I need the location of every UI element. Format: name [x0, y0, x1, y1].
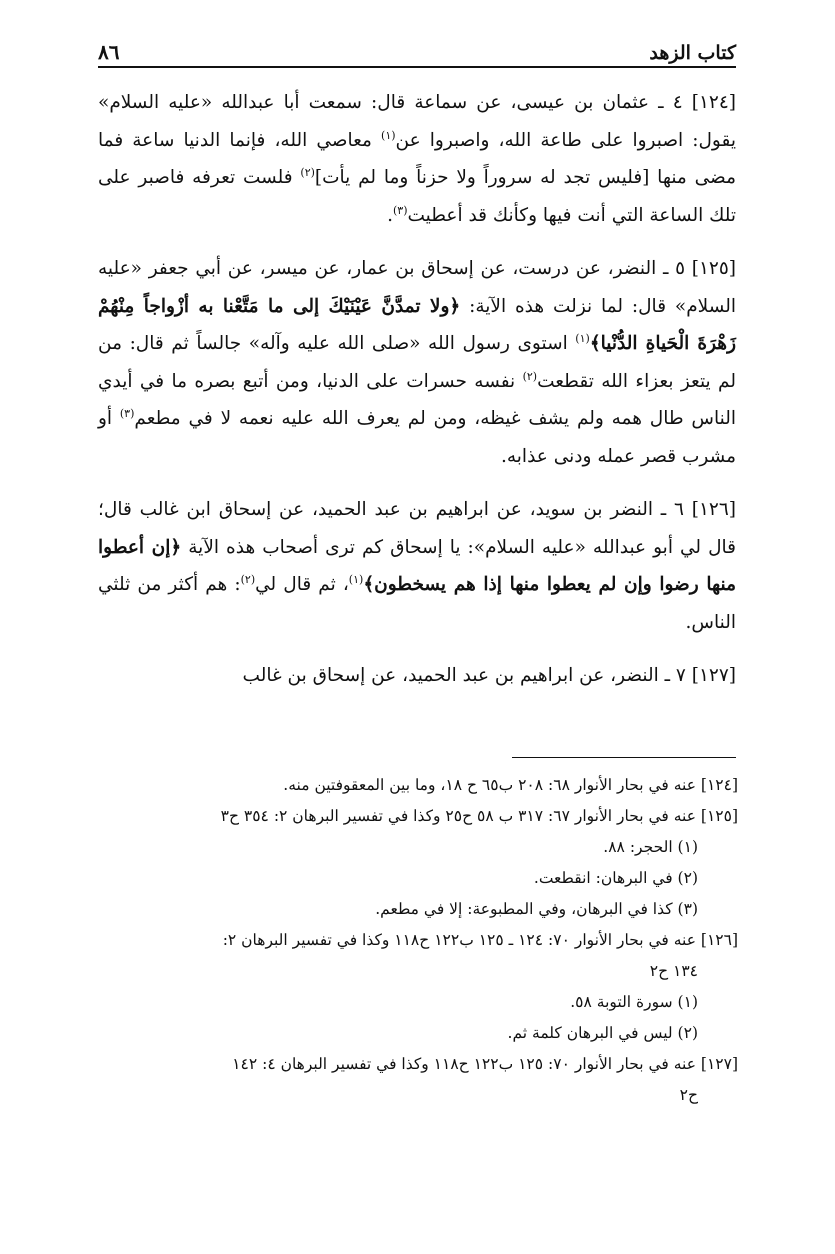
running-title: كتاب الزهد	[649, 42, 736, 64]
footnote-marker: (٢)	[240, 572, 256, 586]
text-segment: معاصي الله، فإنما الدنيا ساعة فما مضى منها [فليس تجد له سروراً ولا حزناً وما لم يأت]	[98, 129, 736, 188]
page-number: ٨٦	[98, 40, 120, 64]
main-text	[98, 84, 736, 711]
text-segment: فلست تعرفه فاصبر على تلك الساعة التي أنت فيها وكأنك قد أعطيت	[98, 167, 736, 226]
text-segment: [١٢٦] ٦ ـ النضر بن سويد، عن ابراهيم بن عبد الحميد، عن إسحاق ابن غالب قال؛ قال لي أبو عبدالله «عليه السلام»: يا إسحاق كم ترى أصحاب هذه الآية	[98, 499, 736, 558]
hadith-paragraph	[98, 657, 736, 695]
footnote-item: (٢) في البرهان: انقطعت.	[533, 869, 698, 887]
text-segment: [١٢٤] ٤ ـ عثمان بن عيسى، عن سماعة قال: سمعت أبا عبدالله «عليه السلام» يقول: اصبروا على طاعة الله، واصبروا عن	[98, 92, 736, 151]
footnote-reference: [١٢٦] عنه في بحار الأنوار ٧٠: ١٢٤ ـ ١٢٥ ب١٢٢ ح١١٨ وكذا في تفسير البرهان ٢:	[222, 931, 738, 949]
text-segment: [١٢٧] ٧ ـ النضر، عن ابراهيم بن عبد الحميد، عن إسحاق بن غالب	[242, 665, 736, 686]
footnote-marker: (٣)	[119, 406, 135, 420]
text-segment: أو مشرب قصر عمله ودنى عذابه.	[98, 408, 736, 467]
footnote-item: (٣) كذا في البرهان، وفي المطبوعة: إلا في مطعم.	[375, 900, 698, 918]
quran-verse: ﴿إن أعطوا منها رضوا وإن لم يعطوا منها إذا هم يسخطون﴾	[98, 536, 736, 595]
text-segment: .	[387, 204, 393, 226]
footnotes	[98, 770, 738, 1111]
footnote-separator	[512, 757, 736, 758]
text-segment: ، ثم قال لي	[255, 574, 349, 595]
hadith-paragraph	[98, 84, 736, 234]
text-segment: استوى رسول الله «صلى الله عليه وآله» جالساً ثم قال: من لم يتعز بعزاء الله تقطعت	[98, 333, 736, 392]
footnote-item: (٢) ليس في البرهان كلمة ثم.	[507, 1024, 698, 1042]
footnote-reference: [١٢٧] عنه في بحار الأنوار ٧٠: ١٢٥ ب١٢٢ ح١١٨ وكذا في تفسير البرهان ٤: ١٤٢	[232, 1055, 738, 1073]
text-segment: [١٢٥] ٥ ـ النضر، عن درست، عن إسحاق بن عمار، عن ميسر، عن أبي جعفر «عليه السلام» قال: لما نزلت هذه الآية:	[98, 258, 736, 317]
footnote-marker: (٢)	[522, 369, 538, 383]
footnote-item: ح٢	[679, 1086, 698, 1104]
hadith-paragraph	[98, 250, 736, 475]
footnote-marker: (٢)	[300, 165, 315, 179]
footnote-item: (١) الحجر: ٨٨.	[603, 838, 698, 856]
page-header	[98, 30, 736, 68]
footnote-marker: (١)	[575, 331, 590, 345]
footnote-marker: (١)	[348, 572, 364, 586]
text-segment: نفسه حسرات على الدنيا، ومن أتبع بصره ما في أيدي الناس طال همه ولم يشف غيظه، ومن لم يعرف الله عليه نعمه لا في مطعم	[98, 370, 736, 429]
text-segment: : هم أكثر من ثلثي الناس.	[98, 574, 736, 633]
hadith-paragraph	[98, 491, 736, 641]
quran-verse: ﴿ولا تمدَّنَّ عَيْنَيْكَ إلى ما مَتَّعْنا به أزْواجاً مِنْهُمْ زَهْرَةَ الْحَياةِ الدُّنْيا﴾	[98, 295, 736, 354]
footnote-item: (١) سورة التوبة ٥٨.	[570, 993, 698, 1011]
footnote-reference: [١٢٤] عنه في بحار الأنوار ٦٨: ٢٠٨ ب٦٥ ح ١٨، وما بين المعقوفتين منه.	[283, 776, 738, 794]
footnote-marker: (٣)	[392, 203, 408, 217]
footnote-marker: (١)	[381, 128, 396, 142]
footnote-item: ١٣٤ ح٢	[649, 962, 698, 980]
footnote-reference: [١٢٥] عنه في بحار الأنوار ٦٧: ٣١٧ ب ٥٨ ح٢٥ وكذا في تفسير البرهان ٢: ٣٥٤ ح٣	[220, 807, 738, 825]
